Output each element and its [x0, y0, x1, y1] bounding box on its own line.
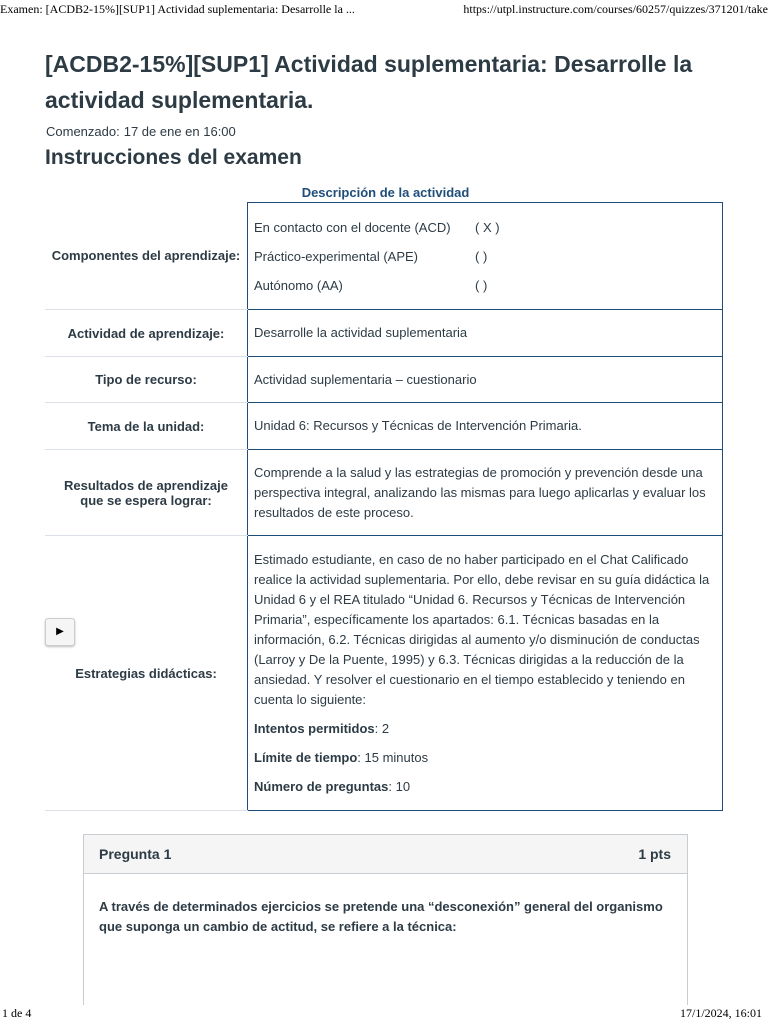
time-limit-line	[254, 748, 716, 768]
questions-count-line	[254, 777, 716, 797]
question-header	[84, 835, 687, 874]
component-mark: ( X )	[475, 219, 500, 235]
print-header-url: https://utpl.instructure.com/courses/60257/quizzes/371201/take	[463, 2, 768, 16]
time-limit-value: : 15 minutos	[357, 749, 429, 765]
question-card	[83, 834, 688, 1005]
time-limit-label: Límite de tiempo	[254, 749, 358, 765]
component-item	[254, 271, 716, 300]
row-label: Actividad de aprendizaje:	[45, 310, 248, 357]
component-name: Práctico-experimental (APE)	[254, 248, 418, 264]
print-header-title: Examen: [ACDB2-15%][SUP1] Actividad suplementaria: Desarrolle la ...	[0, 2, 355, 16]
question-points: 1 pts	[638, 846, 671, 862]
row-label: Estrategias didácticas:	[45, 536, 248, 811]
component-name: En contacto con el docente (ACD)	[254, 219, 451, 235]
table-row	[45, 536, 723, 811]
component-item	[254, 213, 716, 242]
table-row	[45, 357, 723, 403]
strategies-text: Estimado estudiante, en caso de no haber participado en el Chat Calificado realice la actividad suplementaria. Por ello, debe revisar en su guía didáctica la Unidad 6 y el REA titulado “Unidad 6. Recursos y Técnicas de Intervención Primaria”, específicamente los apartados: 6.1. Técnicas basadas en la información, 6.2. Técnicas dirigidas al aumento y/o disminución de conductas (Larroy y De la Puente, 1995) y 6.3. Técnicas dirigidas a la reducción de la ansiedad. Y resolver el cuestionario en el tiempo establecido y teniendo en cuenta lo siguiente:	[254, 551, 710, 707]
component-item	[254, 242, 716, 271]
question-name: Pregunta 1	[99, 846, 172, 862]
instructions-title: Instrucciones del examen	[45, 146, 302, 169]
table-row	[45, 403, 723, 450]
row-label: Componentes del aprendizaje:	[45, 203, 248, 310]
row-value: Actividad suplementaria – cuestionario	[248, 357, 723, 403]
question-text: A través de determinados ejercicios se pretende una “desconexión” general del organismo que suponga un cambio de actitud, se refiere a la técnica:	[99, 899, 663, 934]
play-icon: ▶	[56, 626, 64, 637]
table-row	[45, 310, 723, 357]
components-cell	[248, 203, 723, 310]
quiz-title: [ACDB2-15%][SUP1] Actividad suplementaria: Desarrolle la actividad suplementaria.	[45, 51, 693, 113]
component-mark: ( )	[475, 248, 488, 264]
print-header	[0, 0, 768, 20]
strategies-cell	[248, 536, 723, 811]
activity-table	[45, 202, 723, 811]
attempts-label: Intentos permitidos	[254, 720, 375, 736]
row-value: Desarrolle la actividad suplementaria	[248, 310, 723, 357]
attempts-value: : 2	[374, 720, 390, 736]
activity-caption: Descripción de la actividad	[301, 185, 470, 200]
row-label: Tema de la unidad:	[45, 403, 248, 450]
questions-count-value: : 10	[388, 778, 411, 794]
table-row	[45, 203, 723, 310]
started-value: 17 de ene en 16:00	[123, 124, 236, 139]
row-value: Unidad 6: Recursos y Técnicas de Intervención Primaria.	[248, 403, 723, 450]
page-counter: 1 de 4	[2, 1006, 32, 1020]
component-mark: ( )	[475, 277, 488, 293]
attempts-line	[254, 719, 716, 739]
component-name: Autónomo (AA)	[254, 277, 343, 293]
row-label: Resultados de aprendizaje que se espera lograr:	[45, 450, 248, 536]
started-label: Comenzado:	[46, 124, 120, 139]
row-value: Comprende a la salud y las estrategias de promoción y prevención desde una perspectiva integral, analizando las mismas para luego aplicarlas y evaluar los resultados de este proceso.	[248, 450, 723, 536]
questions-count-label: Número de preguntas	[254, 778, 389, 794]
table-row	[45, 450, 723, 536]
print-footer	[0, 1004, 768, 1024]
print-timestamp: 17/1/2024, 16:01	[679, 1006, 762, 1020]
play-button[interactable]	[45, 618, 75, 646]
started-info	[46, 124, 240, 139]
row-label: Tipo de recurso:	[45, 357, 248, 403]
